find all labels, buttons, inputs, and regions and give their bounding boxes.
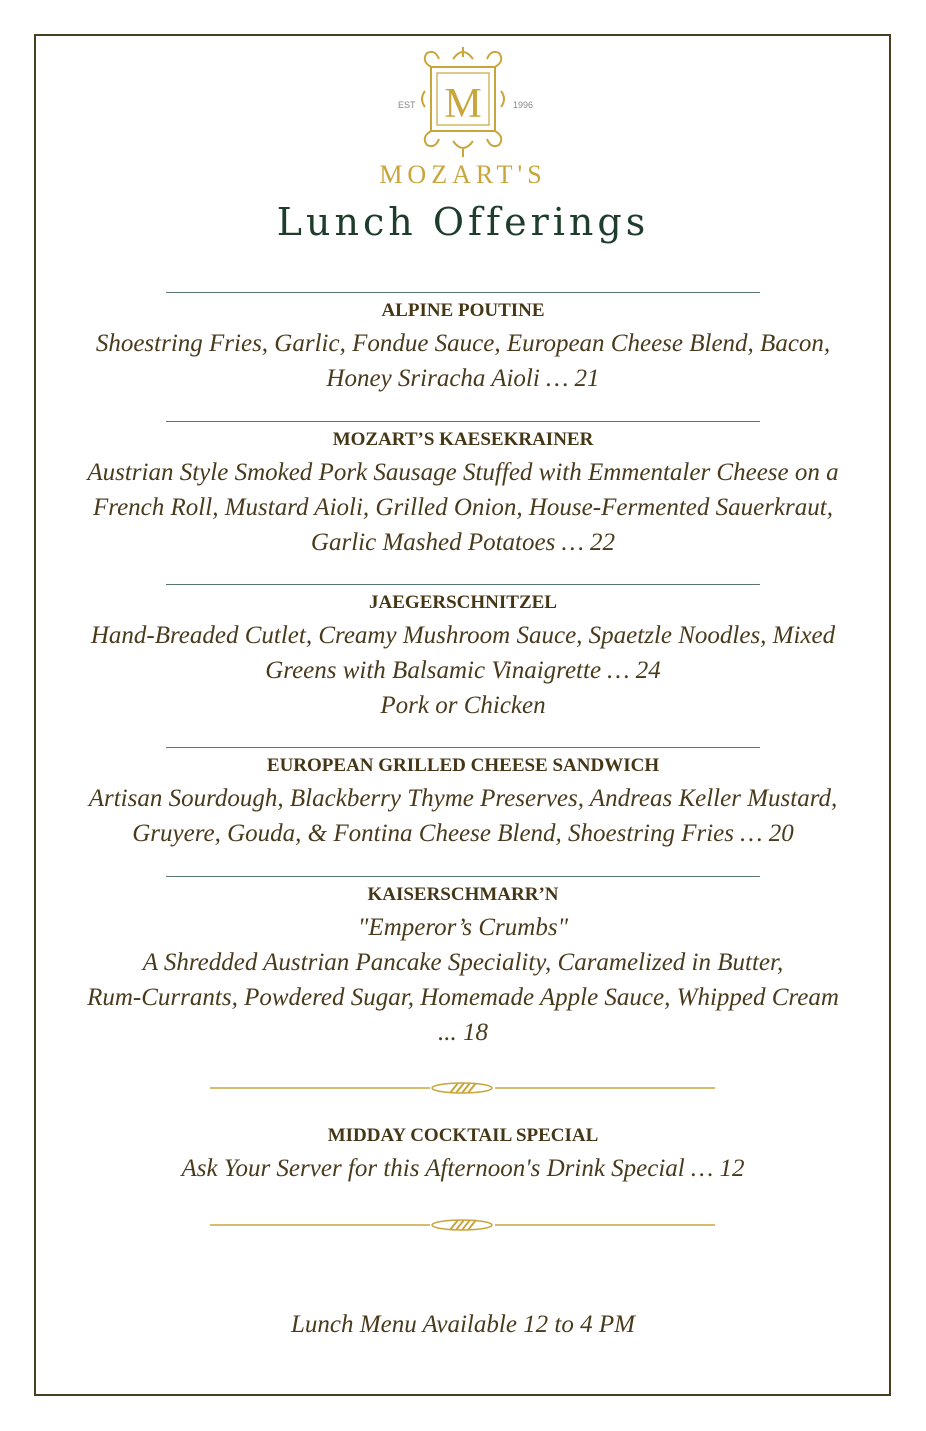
desc-line: Honey Sriracha Aioli … 21 [326,365,600,392]
desc-line: Pork or Chicken [380,692,546,719]
desc-line: Rum-Currants, Powdered Sugar, Homemade Apple Sauce, Whipped Cream [87,984,839,1011]
brand-name: MOZART'S [379,160,547,189]
desc-line: ... 18 [438,1019,488,1046]
desc-line: Austrian Style Smoked Pork Sausage Stuffed with Emmentaler Cheese on a [87,459,839,486]
desc-line: "Emperor’s Crumbs" [357,914,569,941]
item-name: MOZART’S KAESEKRAINER [332,429,594,450]
divider [166,747,760,748]
divider [166,421,760,422]
special-description: Ask Your Server for this Afternoon's Drink Special … 12 [181,1155,745,1182]
special-name: MIDDAY COCKTAIL SPECIAL [327,1125,599,1146]
logo-monogram: M [444,81,482,127]
ornamental-divider [210,1215,715,1235]
logo-year: 1996 [513,100,534,110]
item-description [0,455,926,560]
item-description [0,910,926,1050]
desc-line: Shoestring Fries, Garlic, Fondue Sauce, European Cheese Blend, Bacon, [95,330,831,357]
item-description [0,326,926,396]
item-name: EUROPEAN GRILLED CHEESE SANDWICH [266,755,660,776]
item-description [0,618,926,723]
divider [166,292,760,293]
mozarts-crest-logo [413,45,513,160]
desc-line: Gruyere, Gouda, & Fontina Cheese Blend, Shoestring Fries … 20 [132,820,794,847]
divider [166,876,760,877]
ornamental-divider [210,1078,715,1098]
divider [166,584,760,585]
item-description [0,781,926,851]
logo-est: EST [398,100,416,110]
item-name: JAEGERSCHNITZEL [369,592,557,613]
item-name: KAISERSCHMARR’N [367,884,559,905]
desc-line: Garlic Mashed Potatoes … 22 [310,529,616,556]
desc-line: Greens with Balsamic Vinaigrette … 24 [265,657,661,684]
availability-note: Lunch Menu Available 12 to 4 PM [291,1311,635,1338]
item-name: ALPINE POUTINE [381,300,545,321]
desc-line: A Shredded Austrian Pancake Speciality, Caramelized in Butter, [142,949,784,976]
desc-line: Hand-Breaded Cutlet, Creamy Mushroom Sauce, Spaetzle Noodles, Mixed [90,622,836,649]
desc-line: Artisan Sourdough, Blackberry Thyme Preserves, Andreas Keller Mustard, [88,785,838,812]
page-title: Lunch Offerings [276,200,650,244]
desc-line: French Roll, Mustard Aioli, Grilled Onion, House-Fermented Sauerkraut, [93,494,833,521]
